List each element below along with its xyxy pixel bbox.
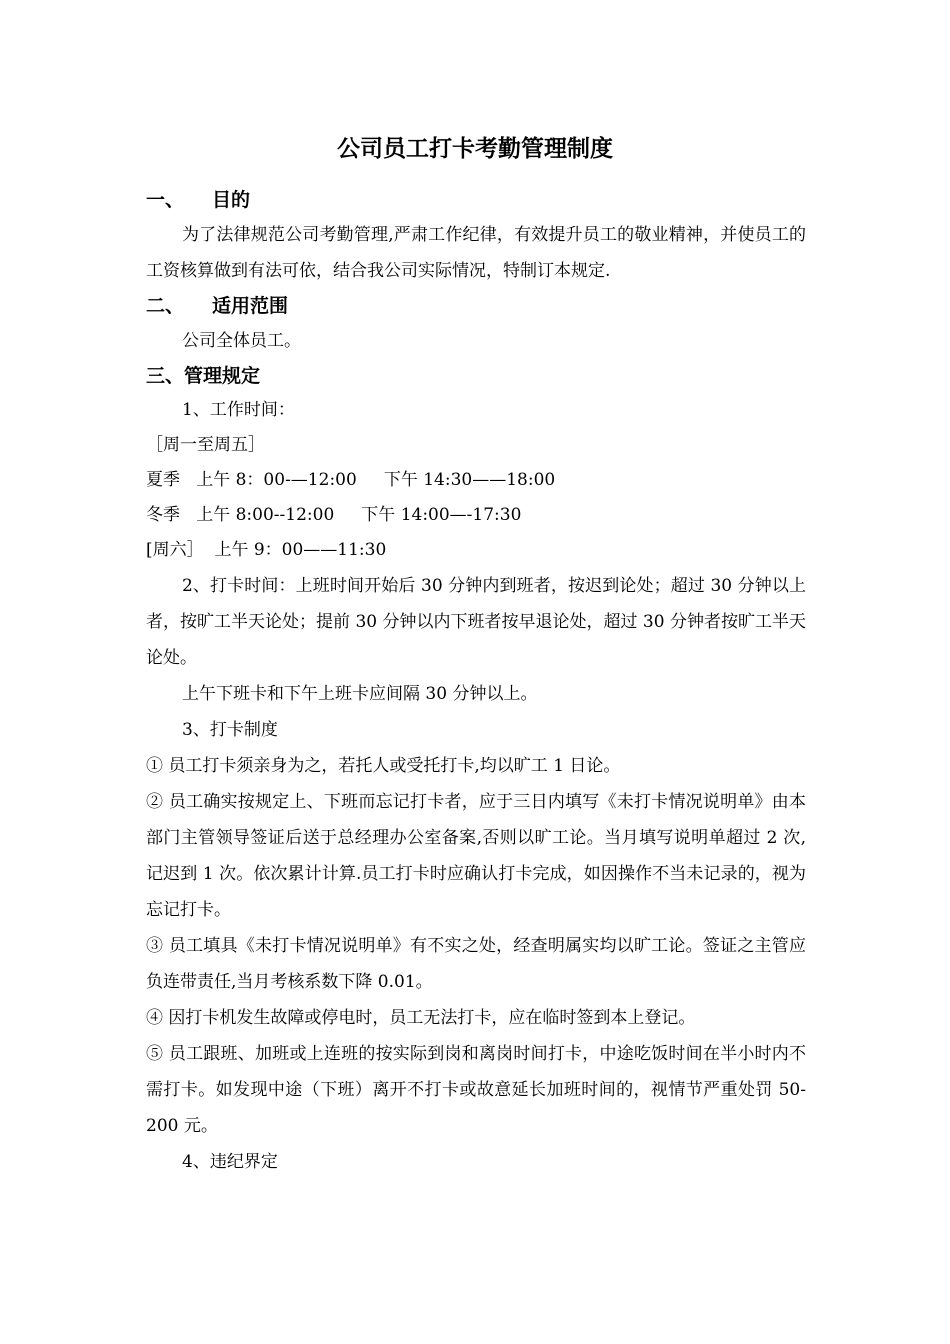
- document-title: 公司员工打卡考勤管理制度: [337, 136, 613, 162]
- rule-item: ④ 因打卡机发生故障或停电时，员工无法打卡，应在临时签到本上登记。: [146, 1008, 696, 1028]
- rule-item: ② 员工确实按规定上、下班而忘记打卡者，应于三日内填写《未打卡情况说明单》由本部门主管领导签证后送于总经理办公室备案,否则以旷工论。当月填写说明单超过 2 次,记迟到 1 次。依次累计计算.员工打卡时应确认打卡完成，如因操作不当未记录的，视为忘记打卡。: [146, 792, 806, 920]
- section-title: 目的: [212, 189, 251, 211]
- weekday-label: ［周一至周五］: [146, 435, 265, 455]
- winter-schedule: 冬季 上午 8:00--12:00 下午 14:00—-17:30: [146, 505, 522, 525]
- rule-item: ⑤ 员工跟班、加班或上连班的按实际到岗和离岗时间打卡，中途吃饭时间在半小时内不需打卡。如发现中途（下班）离开不打卡或故意延长加班时间的，视情节严重处罚 50-200 元。: [146, 1044, 806, 1136]
- scope-paragraph: 公司全体员工。: [182, 331, 301, 351]
- clock-system-label: 3、打卡制度: [182, 720, 278, 740]
- interval-paragraph: 上午下班卡和下午上班卡应间隔 30 分钟以上。: [182, 684, 538, 704]
- section-number: 一、: [146, 189, 185, 211]
- section-title: 适用范围: [212, 295, 289, 317]
- section-number: 二、: [146, 295, 185, 317]
- section-heading-rules: 三、管理规定: [146, 365, 261, 387]
- saturday-schedule: [周六］ 上午 9：00——11:30: [146, 540, 387, 560]
- section-heading-purpose: [146, 183, 806, 217]
- document-body: [146, 183, 806, 1180]
- rule-item: ③ 员工填具《未打卡情况说明单》有不实之处，经查明属实均以旷工论。签证之主管应负连带责任,当月考核系数下降 0.01。: [146, 936, 806, 992]
- rule-item: ① 员工打卡须亲身为之，若托人或受托打卡,均以旷工 1 日论。: [146, 756, 621, 776]
- violation-label: 4、违纪界定: [182, 1152, 278, 1172]
- summer-schedule: 夏季 上午 8：00-—12:00 下午 14:30——18:00: [146, 470, 556, 490]
- purpose-paragraph: 为了法律规范公司考勤管理,严肃工作纪律，有效提升员工的敬业精神，并使员工的工资核算做到有法可依，结合我公司实际情况，特制订本规定.: [146, 225, 806, 281]
- work-time-label: 1、工作时间：: [182, 400, 295, 420]
- clock-time-paragraph: 2、打卡时间：上班时间开始后 30 分钟内到班者，按迟到论处；超过 30 分钟以上者，按旷工半天论处；提前 30 分钟以内下班者按早退论处，超过 30 分钟者按旷工半天论处。: [146, 576, 806, 668]
- section-heading-scope: [146, 289, 806, 323]
